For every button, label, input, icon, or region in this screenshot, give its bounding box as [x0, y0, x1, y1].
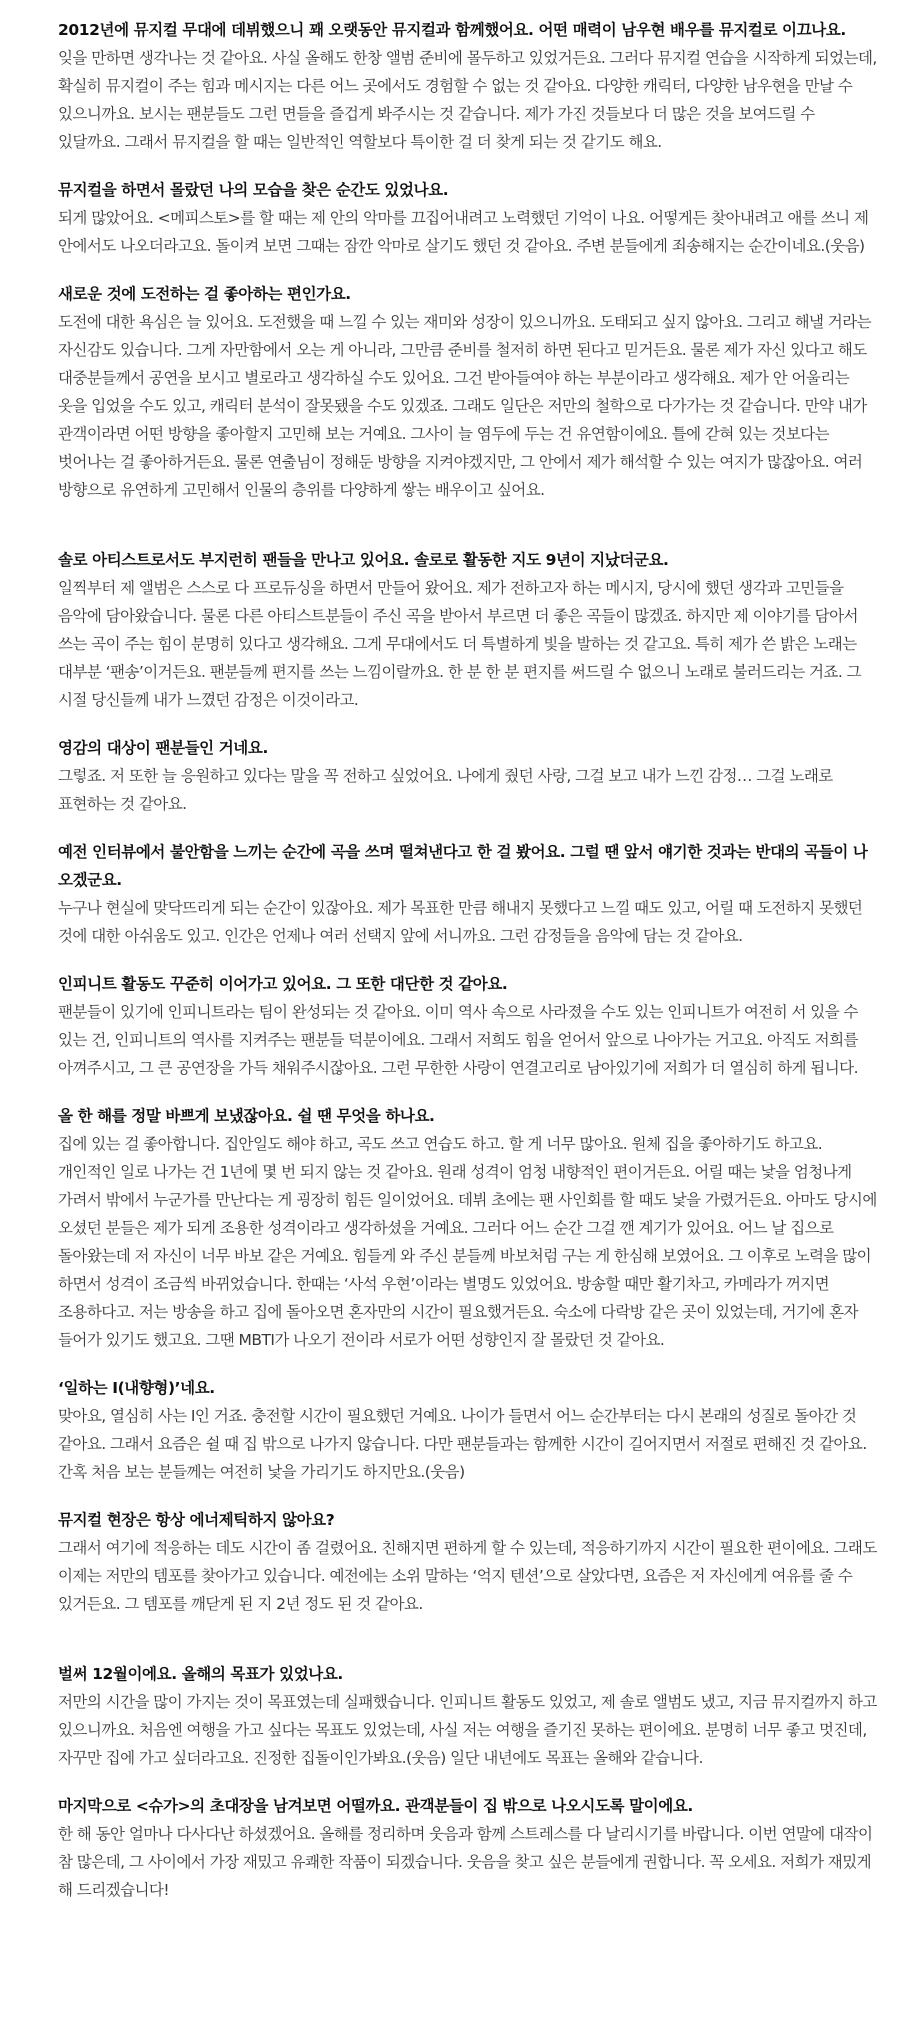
interview-answer: 한 해 동안 얼마나 다사다난 하셨겠어요. 올해를 정리하며 웃음과 함께 스트레스를 다 날리시기를 바랍니다. 이번 연말에 대작이 참 많은데, 그 사이에서 가장 재밌고 유쾌한 작품이 되겠습니다. 웃음을 찾고 싶은 분들에게 권합니다. 꼭 오세요. 저희가 재밌게 해 드리겠습니다! [58, 1825, 873, 1899]
interview-answer: 그렇죠. 저 또한 늘 응원하고 있다는 말을 꼭 전하고 싶었어요. 나에게 줬던 사랑, 그걸 보고 내가 느낀 감정… 그걸 노래로 표현하는 것 같아요. [58, 767, 833, 813]
qa-block-10 [58, 1506, 880, 1618]
qa-block-12 [58, 1792, 880, 1904]
qa-block-7 [58, 970, 880, 1082]
interview-answer: 저만의 시간을 많이 가지는 것이 목표였는데 실패했습니다. 인피니트 활동도 있었고, 제 솔로 앨범도 냈고, 지금 뮤지컬까지 하고 있으니까요. 처음엔 여행을 가고 싶다는 목표도 있었는데, 사실 저는 여행을 즐기진 못하는 편이에요. 분명히 너무 좋고 멋진데, 자꾸만 집에 가고 싶더라고요. 진정한 집돌이인가봐요.(웃음) 일단 내년에도 목표는 올해와 같습니다. [58, 1693, 877, 1767]
interview-question: 뮤지컬 현장은 항상 에너제틱하지 않아요? [58, 1511, 335, 1529]
interview-question: 솔로 아티스트로서도 부지런히 팬들을 만나고 있어요. 솔로로 활동한 지도 9년이 지났더군요. [58, 551, 669, 569]
interview-question: 영감의 대상이 팬분들인 거네요. [58, 739, 268, 757]
interview-answer: 도전에 대한 욕심은 늘 있어요. 도전했을 때 느낄 수 있는 재미와 성장이 있으니까요. 도태되고 싶지 않아요. 그리고 해낼 거라는 자신감도 있습니다. 그게 자만함에서 오는 게 아니라, 그만큼 준비를 철저히 하면 된다고 믿거든요. 물론 제가 자신 있다고 해도 대중분들께서 공연을 보시고 별로라고 생각하실 수도 있어요. 그건 받아들여야 하는 부분이라고 생각해요. 제가 안 어울리는 옷을 입었을 수도 있고, 캐릭터 분석이 잘못됐을 수도 있겠죠. 그래도 일단은 저만의 철학으로 다가가는 것 같습니다. 만약 내가 관객이라면 어떤 방향을 좋아할지 고민해 보는 거예요. 그사이 늘 염두에 두는 건 유연함이에요. 틀에 갇혀 있는 것보다는 벗어나는 걸 좋아하거든요. 물론 연출님이 정해둔 방향을 지켜야겠지만, 그 안에서 제가 해석할 수 있는 여지가 많잖아요. 여러 방향으로 유연하게 고민해서 인물의 층위를 다양하게 쌓는 배우이고 싶어요. [58, 313, 872, 499]
interview-answer: 되게 많았어요. <메피스토>를 할 때는 제 안의 악마를 끄집어내려고 노력했던 기억이 나요. 어떻게든 찾아내려고 애를 쓰니 제 안에서도 나오더라고요. 돌이켜 보면 그때는 잠깐 악마로 살기도 했던 것 같아요. 주변 분들에게 죄송해지는 순간이네요.(웃음) [58, 209, 869, 255]
interview-question: 인피니트 활동도 꾸준히 이어가고 있어요. 그 또한 대단한 것 같아요. [58, 975, 508, 993]
interview-question: 올 한 해를 정말 바쁘게 보냈잖아요. 쉴 땐 무엇을 하나요. [58, 1107, 435, 1125]
interview-question: 마지막으로 <슈가>의 초대장을 남겨보면 어떨까요. 관객분들이 집 밖으로 나오시도록 말이에요. [58, 1797, 693, 1815]
interview-question: 뮤지컬을 하면서 몰랐던 나의 모습을 찾은 순간도 있었나요. [58, 181, 449, 199]
qa-block-4 [58, 546, 880, 714]
interview-question: 예전 인터뷰에서 불안함을 느끼는 순간에 곡을 쓰며 떨쳐낸다고 한 걸 봤어요. 그럴 땐 앞서 얘기한 것과는 반대의 곡들이 나오겠군요. [58, 843, 868, 889]
qa-block-6 [58, 838, 880, 950]
interview-answer: 누구나 현실에 맞닥뜨리게 되는 순간이 있잖아요. 제가 목표한 만큼 해내지 못했다고 느낄 때도 있고, 어릴 때 도전하지 못했던 것에 대한 아쉬움도 있고. 인간은 언제나 여러 선택지 앞에 서니까요. 그런 감정들을 음악에 담는 것 같아요. [58, 899, 863, 945]
interview-question: 벌써 12월이에요. 올해의 목표가 있었나요. [58, 1665, 343, 1683]
interview-question: 2012년에 뮤지컬 무대에 데뷔했으니 꽤 오랫동안 뮤지컬과 함께했어요. 어떤 매력이 남우현 배우를 뮤지컬로 이끄나요. [58, 21, 846, 39]
qa-block-5 [58, 734, 880, 818]
qa-block-2 [58, 176, 880, 260]
qa-block-9 [58, 1374, 880, 1486]
interview-answer: 일찍부터 제 앨범은 스스로 다 프로듀싱을 하면서 만들어 왔어요. 제가 전하고자 하는 메시지, 당시에 했던 생각과 고민들을 음악에 담아왔습니다. 물론 다른 아티스트분들이 주신 곡을 받아서 부르면 더 좋은 곡들이 많겠죠. 하지만 제 이야기를 담아서 쓰는 곡이 주는 힘이 분명히 있다고 생각해요. 그게 무대에서도 더 특별하게 빛을 발하는 것 같고요. 특히 제가 쓴 밝은 노래는 대부분 ‘팬송’이거든요. 팬분들께 편지를 쓰는 느낌이랄까요. 한 분 한 분 편지를 써드릴 수 없으니 노래로 불러드리는 거죠. 그 시절 당신들께 내가 느꼈던 감정은 이것이라고. [58, 579, 862, 709]
interview-answer: 맞아요, 열심히 사는 I인 거죠. 충전할 시간이 필요했던 거예요. 나이가 들면서 어느 순간부터는 다시 본래의 성질로 돌아간 것 같아요. 그래서 요즘은 쉴 때 집 밖으로 나가지 않습니다. 다만 팬분들과는 함께한 시간이 길어지면서 저절로 편해진 것 같아요. 간혹 처음 보는 분들께는 여전히 낯을 가리기도 하지만요.(웃음) [58, 1407, 867, 1481]
interview-answer: 그래서 여기에 적응하는 데도 시간이 좀 걸렸어요. 친해지면 편하게 할 수 있는데, 적응하기까지 시간이 필요한 편이에요. 그래도 이제는 저만의 템포를 찾아가고 있습니다. 예전에는 소위 말하는 ‘억지 텐션’으로 살았다면, 요즘은 저 자신에게 여유를 줄 수 있거든요. 그 템포를 깨닫게 된 지 2년 정도 된 것 같아요. [58, 1539, 877, 1613]
qa-block-1 [58, 16, 880, 156]
interview-question: ‘일하는 I(내향형)’네요. [58, 1379, 215, 1397]
qa-block-3 [58, 280, 880, 504]
qa-block-8 [58, 1102, 880, 1354]
interview-answer: 잊을 만하면 생각나는 것 같아요. 사실 올해도 한창 앨범 준비에 몰두하고 있었거든요. 그러다 뮤지컬 연습을 시작하게 되었는데, 확실히 뮤지컬이 주는 힘과 메시지는 다른 어느 곳에서도 경험할 수 없는 것 같아요. 다양한 캐릭터, 다양한 남우현을 만날 수 있으니까요. 보시는 팬분들도 그런 면들을 즐겁게 봐주시는 것 같습니다. 제가 가진 것들보다 더 많은 것을 보여드릴 수 있달까요. 그래서 뮤지컬을 할 때는 일반적인 역할보다 특이한 걸 더 찾게 되는 것 같기도 해요. [58, 49, 877, 151]
interview-question: 새로운 것에 도전하는 걸 좋아하는 편인가요. [58, 285, 351, 303]
interview-answer: 팬분들이 있기에 인피니트라는 팀이 완성되는 것 같아요. 이미 역사 속으로 사라졌을 수도 있는 인피니트가 여전히 서 있을 수 있는 건, 인피니트의 역사를 지켜주는 팬분들 덕분이에요. 그래서 저희도 힘을 얻어서 앞으로 나아가는 거고요. 아직도 저희를 아껴주시고, 그 큰 공연장을 가득 채워주시잖아요. 그런 무한한 사랑이 연결고리로 남아있기에 저희가 더 열심히 하게 됩니다. [58, 1003, 858, 1077]
qa-block-11 [58, 1660, 880, 1772]
interview-answer: 집에 있는 걸 좋아합니다. 집안일도 해야 하고, 곡도 쓰고 연습도 하고. 할 게 너무 많아요. 원체 집을 좋아하기도 하고요. 개인적인 일로 나가는 건 1년에 몇 번 되지 않는 것 같아요. 원래 성격이 엄청 내향적인 편이거든요. 어릴 때는 낯을 엄청나게 가려서 밖에서 누군가를 만난다는 게 굉장히 힘든 일이었어요. 데뷔 초에는 팬 사인회를 할 때도 낯을 가렸거든요. 아마도 당시에 오셨던 분들은 제가 되게 조용한 성격이라고 생각하셨을 거예요. 그러다 어느 순간 그걸 깬 계기가 있어요. 어느 날 집으로 돌아왔는데 저 자신이 너무 바보 같은 거예요. 힘들게 와 주신 분들께 바보처럼 구는 게 한심해 보였어요. 그 이후로 노력을 많이 하면서 성격이 조금씩 바뀌었습니다. 한때는 ‘사석 우현’이라는 별명도 있었어요. 방송할 때만 활기차고, 카메라가 꺼지면 조용하다고. 저는 방송을 하고 집에 돌아오면 혼자만의 시간이 필요했거든요. 숙소에 다락방 같은 곳이 있었는데, 거기에 혼자 들어가 있기도 했고요. 그땐 MBTI가 나오기 전이라 서로가 어떤 성향인지 잘 몰랐던 것 같아요. [58, 1135, 877, 1349]
